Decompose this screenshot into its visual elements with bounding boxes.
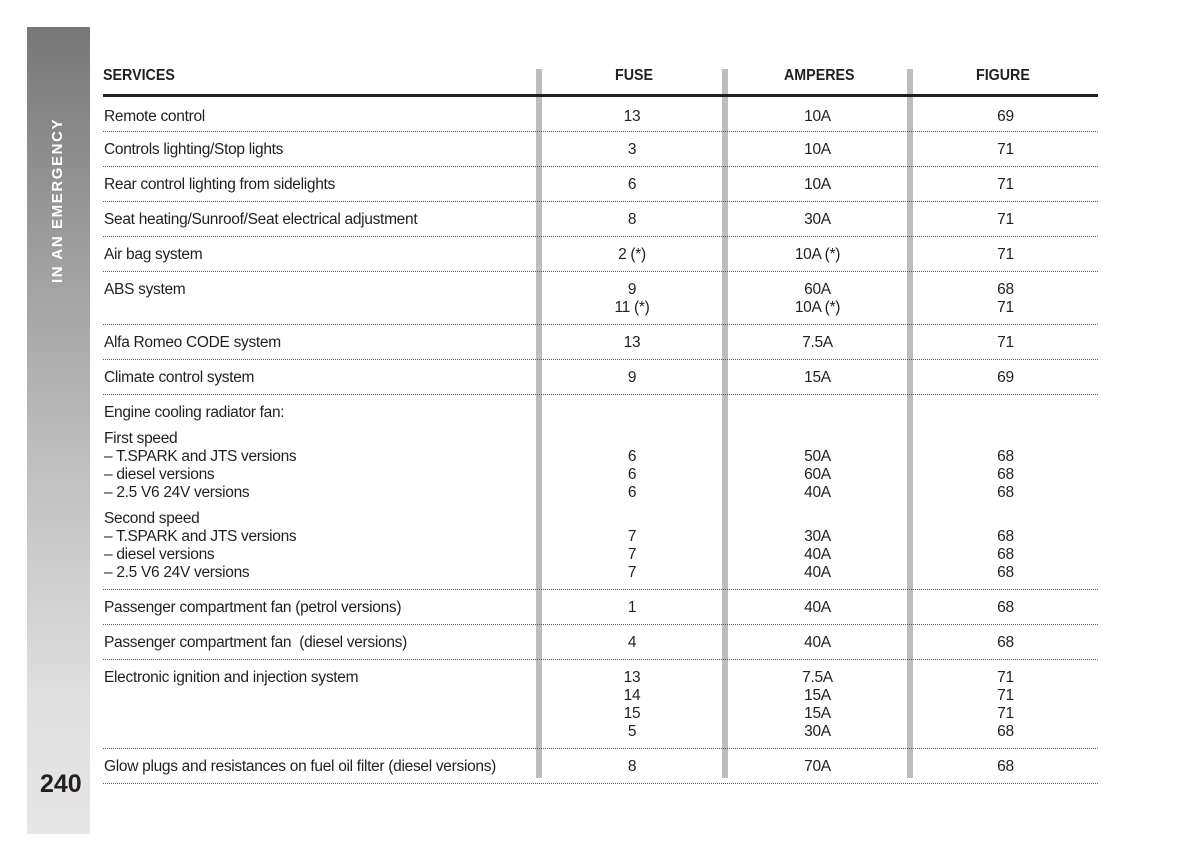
fuse-cell: 7: [627, 546, 637, 563]
fuse-cell: 13: [623, 334, 641, 351]
fuse-cell: 6: [627, 448, 637, 465]
amperes-cell: 10A: [804, 141, 831, 158]
header-amperes: AMPERES: [784, 67, 855, 84]
table-row: [103, 625, 1098, 660]
service-cell: Controls lighting/Stop lights: [104, 141, 284, 158]
group-line: – 2.5 V6 24V versions: [104, 484, 250, 501]
amperes-cell: 30A: [804, 211, 831, 228]
figure-cell: 71: [997, 246, 1014, 263]
service-cell: Climate control system: [104, 369, 255, 386]
amperes-cell: 60A: [804, 466, 831, 483]
fuse-cell: 13 14 15 5: [623, 669, 641, 740]
figure-cell: 68: [997, 484, 1014, 501]
table-row: [103, 360, 1098, 395]
figure-cell: 71: [997, 334, 1014, 351]
service-cell: Rear control lighting from sidelights: [104, 176, 335, 193]
fuse-cell: 3: [627, 141, 637, 158]
group-title: First speed: [104, 430, 178, 447]
fuse-cell: 9 11 (*): [614, 281, 650, 316]
amperes-cell: 40A: [804, 484, 831, 501]
table-row: [103, 132, 1098, 167]
figure-cell: 71: [997, 211, 1014, 228]
amperes-cell: 70A: [804, 758, 831, 775]
group-line: – T.SPARK and JTS versions: [104, 448, 297, 465]
amperes-cell: 60A 10A (*): [794, 281, 841, 316]
figure-cell: 68: [997, 758, 1014, 775]
fuse-cell: 8: [627, 758, 637, 775]
fuse-cell: 6: [627, 176, 637, 193]
amperes-cell: 7.5A 15A 15A 30A: [802, 669, 833, 740]
service-cell: Glow plugs and resistances on fuel oil filter (diesel versions): [104, 758, 497, 775]
service-cell: Engine cooling radiator fan:: [104, 404, 285, 421]
table-row: [103, 660, 1098, 749]
group-line: – diesel versions: [104, 466, 215, 483]
service-cell: Seat heating/Sunroof/Seat electrical adjustment: [104, 211, 418, 228]
header-services: SERVICES: [103, 67, 175, 84]
header-figure: FIGURE: [976, 67, 1030, 84]
fuse-table: [103, 66, 1098, 784]
service-cell: Passenger compartment fan (petrol versions): [104, 599, 402, 616]
figure-cell: 68: [997, 448, 1014, 465]
figure-cell: 68: [997, 634, 1014, 651]
service-cell: Electronic ignition and injection system: [104, 669, 359, 686]
fuse-cell: 8: [627, 211, 637, 228]
table-row: [103, 167, 1098, 202]
group-line: – T.SPARK and JTS versions: [104, 528, 297, 545]
group-line: – diesel versions: [104, 546, 215, 563]
fuse-cell: 1: [627, 599, 637, 616]
amperes-cell: 40A: [804, 546, 831, 563]
side-tab: [27, 27, 90, 834]
fuse-cell: 7: [627, 564, 637, 581]
figure-cell: 68: [997, 528, 1014, 545]
figure-cell: 69: [997, 369, 1014, 386]
table-row: [103, 749, 1098, 784]
service-cell: ABS system: [104, 281, 186, 298]
header-fuse: FUSE: [615, 67, 654, 84]
figure-cell: 71: [997, 176, 1014, 193]
figure-cell: 71: [997, 141, 1014, 158]
fuse-cell: 6: [627, 484, 637, 501]
figure-cell: 68 71: [997, 281, 1014, 316]
fuse-cell: 4: [627, 634, 637, 651]
figure-cell: 68: [997, 599, 1014, 616]
figure-cell: 68: [997, 466, 1014, 483]
group-line: – 2.5 V6 24V versions: [104, 564, 250, 581]
figure-cell: 69: [997, 108, 1014, 125]
fuse-cell: 7: [627, 528, 637, 545]
table-row: [103, 590, 1098, 625]
fuse-cell: 13: [623, 108, 641, 125]
fuse-cell: 9: [627, 369, 637, 386]
figure-cell: 68: [997, 546, 1014, 563]
figure-cell: 71 71 71 68: [997, 669, 1014, 740]
table-row: [103, 97, 1098, 132]
amperes-cell: 30A: [804, 528, 831, 545]
amperes-cell: 15A: [804, 369, 831, 386]
service-cell: Alfa Romeo CODE system: [104, 334, 281, 351]
table-row: [103, 272, 1098, 325]
table-header: [103, 66, 1098, 97]
fuse-cell: 2 (*): [618, 246, 646, 263]
table-row: [103, 395, 1098, 590]
amperes-cell: 10A: [804, 176, 831, 193]
amperes-cell: 10A (*): [794, 246, 841, 263]
amperes-cell: 40A: [804, 599, 831, 616]
table-row: [103, 237, 1098, 272]
table-row: [103, 202, 1098, 237]
group-title: Second speed: [104, 510, 200, 527]
table-row: [103, 325, 1098, 360]
amperes-cell: 40A: [804, 564, 831, 581]
service-cell: Air bag system: [104, 246, 203, 263]
service-cell: Remote control: [104, 108, 205, 125]
amperes-cell: 50A: [804, 448, 831, 465]
amperes-cell: 10A: [804, 108, 831, 125]
amperes-cell: 40A: [804, 634, 831, 651]
figure-cell: 68: [997, 564, 1014, 581]
page-number: 240: [40, 770, 82, 798]
amperes-cell: 7.5A: [802, 334, 833, 351]
section-label: IN AN EMERGENCY: [49, 117, 66, 283]
service-cell: Passenger compartment fan (diesel versions): [104, 634, 407, 651]
fuse-cell: 6: [627, 466, 637, 483]
